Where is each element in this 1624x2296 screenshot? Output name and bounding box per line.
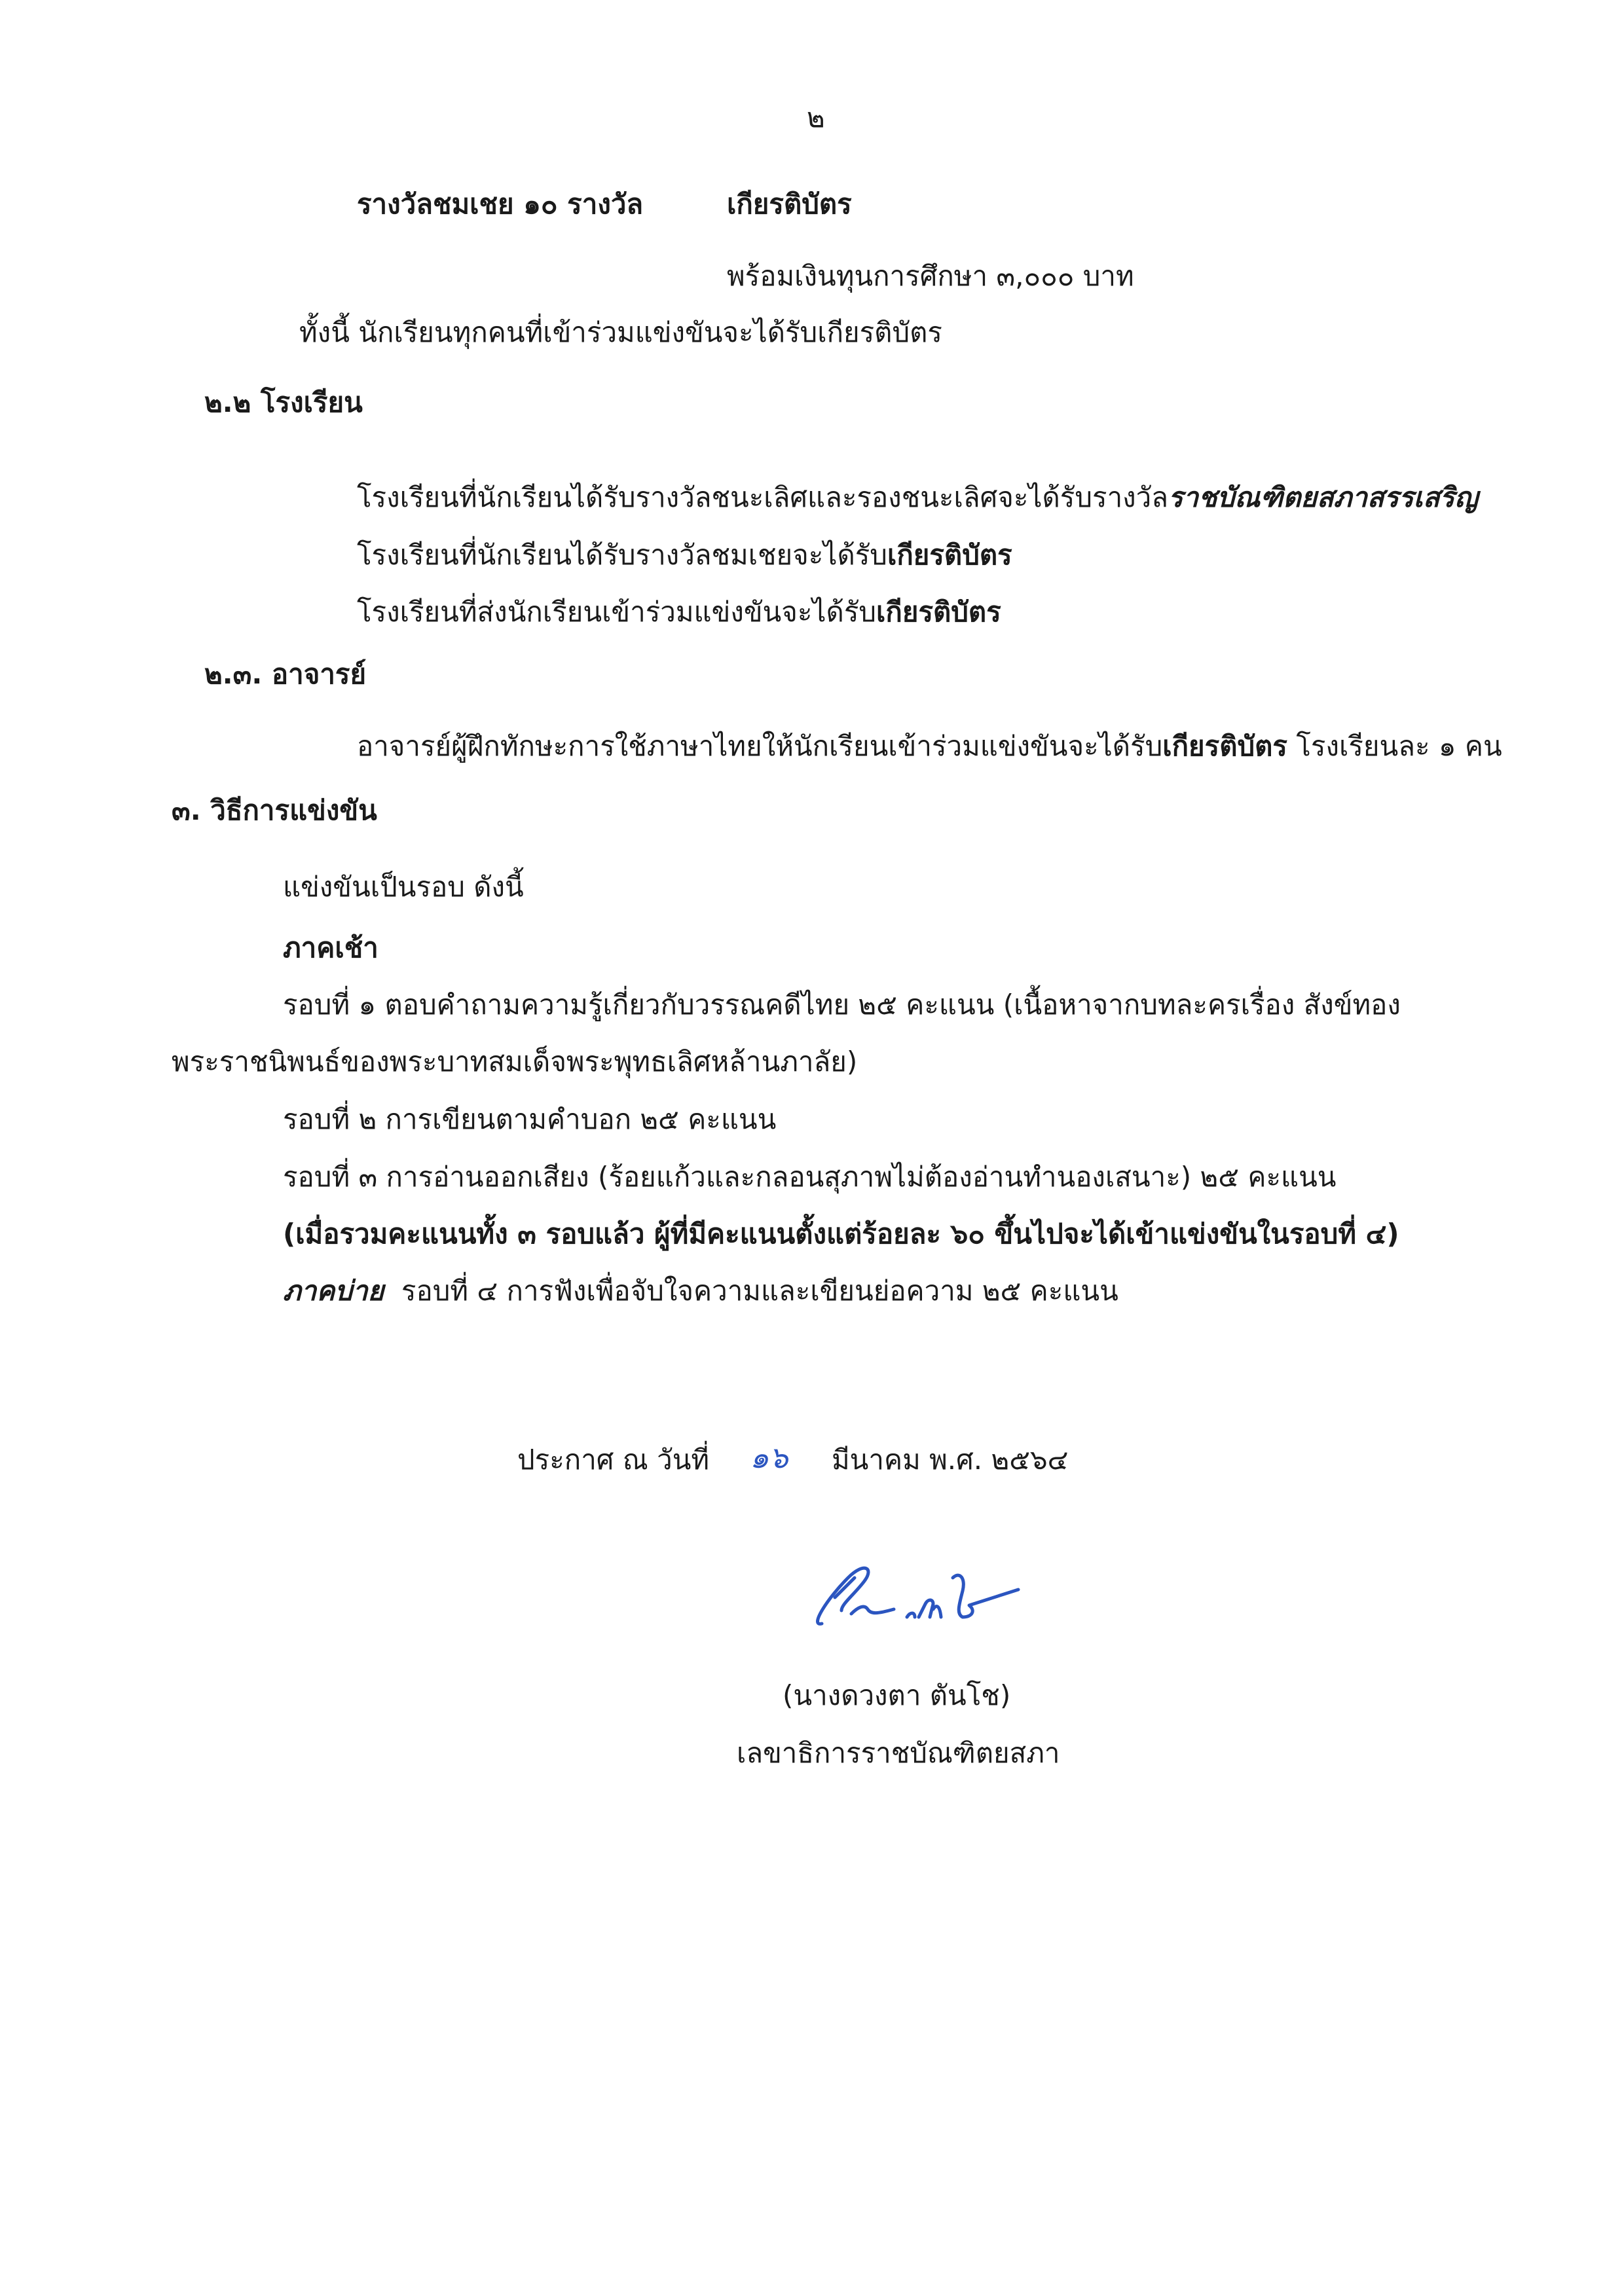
award-value: เกียรติบัตร: [727, 188, 852, 220]
school-line-1-text: โรงเรียนที่นักเรียนได้รับรางวัลชนะเลิศและรองชนะเลิศจะได้รับรางวัล: [357, 481, 1168, 513]
school-line-3-emph: เกียรติบัตร: [876, 596, 1001, 628]
school-line-3-text: โรงเรียนที่ส่งนักเรียนเข้าร่วมแข่งขันจะได้รับ: [357, 596, 877, 628]
school-line-1-emph: ราชบัณฑิตยสภาสรรเสริญ: [1168, 481, 1478, 513]
award-extra: พร้อมเงินทุนการศึกษา ๓,๐๐๐ บาท: [727, 260, 1134, 292]
note-students: ทั้งนี้ นักเรียนทุกคนที่เข้าร่วมแข่งขันจะได้รับเกียรติบัตร: [299, 316, 942, 348]
signatory-title: เลขาธิการราชบัณฑิตยสภา: [737, 1737, 1060, 1769]
teacher-line: [357, 727, 1502, 766]
section-3-heading: ๓. วิธีการแข่งขัน: [172, 794, 377, 826]
round1-line2: พระราชนิพนธ์ของพระบาทสมเด็จพระพุทธเลิศหล้านภาลัย): [172, 1046, 858, 1078]
teacher-line-tail: โรงเรียนละ ๑ คน: [1287, 730, 1502, 762]
page-number: ๒: [807, 101, 825, 134]
signatory-name: (นางดวงตา ตันโช): [783, 1679, 1011, 1711]
afternoon-label: ภาคบ่าย: [283, 1275, 384, 1307]
school-line-3: [357, 592, 1001, 632]
section-2-3-heading: ๒.๓. อาจารย์: [204, 658, 367, 690]
section-2-2-heading: ๒.๒ โรงเรียน: [204, 386, 363, 418]
announcement-prefix: ประกาศ ณ วันที่: [517, 1444, 710, 1476]
announcement-day: ๑๖: [750, 1440, 788, 1475]
round4: รอบที่ ๔ การฟังเพื่อจับใจความและเขียนย่อความ ๒๕ คะแนน: [401, 1275, 1118, 1307]
afternoon-row: [283, 1271, 1118, 1311]
qualify-note: (เมื่อรวมคะแนนทั้ง ๓ รอบแล้ว ผู้ที่มีคะแนนตั้งแต่ร้อยละ ๖๐ ขึ้นไปจะได้เข้าแข่งขันในรอบที่ ๔): [283, 1218, 1399, 1250]
school-line-2: [357, 536, 1012, 575]
teacher-line-emph: เกียรติบัตร: [1162, 730, 1287, 762]
round1-line1: รอบที่ ๑ ตอบคำถามความรู้เกี่ยวกับวรรณคดีไทย ๒๕ คะแนน (เนื้อหาจากบทละครเรื่อง สังข์ทอง: [283, 989, 1401, 1021]
school-line-2-text: โรงเรียนที่นักเรียนได้รับรางวัลชมเชยจะได้รับ: [357, 539, 887, 571]
signature-icon: [802, 1552, 1025, 1630]
section-3-intro: แข่งขันเป็นรอบ ดังนี้: [283, 871, 524, 903]
announcement-month-year: มีนาคม พ.ศ. ๒๕๖๔: [832, 1444, 1069, 1476]
school-line-1: [357, 478, 1478, 517]
round2: รอบที่ ๒ การเขียนตามคำบอก ๒๕ คะแนน: [283, 1103, 777, 1135]
award-label: รางวัลชมเชย ๑๐ รางวัล: [357, 188, 644, 220]
round3: รอบที่ ๓ การอ่านออกเสียง (ร้อยแก้วและกลอนสุภาพไม่ต้องอ่านทำนองเสนาะ) ๒๕ คะแนน: [283, 1161, 1337, 1193]
teacher-line-text: อาจารย์ผู้ฝึกทักษะการใช้ภาษาไทยให้นักเรียนเข้าร่วมแข่งขันจะได้รับ: [357, 730, 1163, 762]
morning-label: ภาคเช้า: [283, 932, 378, 964]
school-line-2-emph: เกียรติบัตร: [887, 539, 1012, 571]
